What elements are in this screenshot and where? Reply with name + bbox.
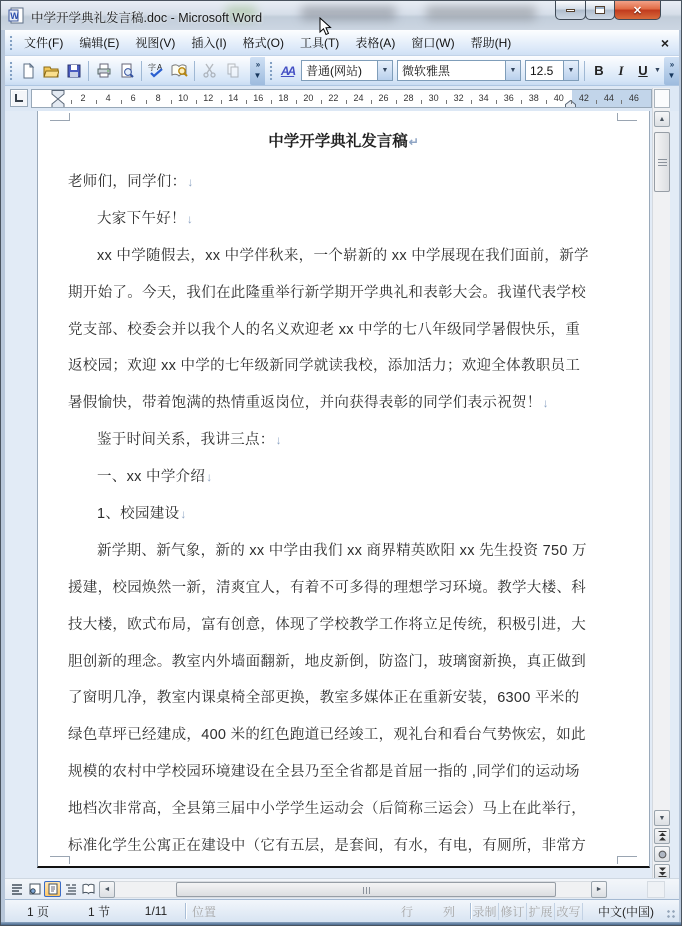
document-line: 技大楼，欧式布局，富有创意，体现了学校教学工作将立足传统，积极引进，大 xyxy=(68,616,586,633)
ruler-number: 24 xyxy=(353,93,364,103)
toolbar-options-button[interactable]: » ▼ xyxy=(664,57,679,85)
document-line: 绿色草坪已经建成，400 米的红色跑道已经竣工，观礼台和看台气势恢宏，如此 xyxy=(68,727,586,744)
mode-toggle[interactable]: 扩展 xyxy=(527,903,555,920)
document-line: 规模的农村中学校园环境建设在全县乃至全省都是首屈一指的 ,同学们的运动场 xyxy=(68,764,580,781)
mode-toggle[interactable]: 录制 xyxy=(471,903,499,920)
document-line: 1、校园建设↓ xyxy=(97,506,187,523)
ruler-tick xyxy=(446,100,447,104)
tab-stop-icon xyxy=(15,94,23,102)
chevron-down-icon[interactable]: ▼ xyxy=(563,61,578,80)
document-line: 大家下午好！↓ xyxy=(97,210,194,227)
ruler-row xyxy=(5,86,679,111)
ruler-number: 4 xyxy=(105,93,111,103)
print-preview-icon xyxy=(119,63,135,79)
ruler-tick xyxy=(271,100,272,104)
print-layout-view-button[interactable] xyxy=(44,881,61,897)
ruler-number: 26 xyxy=(378,93,389,103)
page-count-indicator: 1/11 xyxy=(144,904,168,918)
styles-icon: AA xyxy=(280,63,295,78)
copy-button[interactable] xyxy=(221,59,244,83)
document-page[interactable] xyxy=(37,111,650,868)
document-area xyxy=(5,111,679,878)
document-line: 标准化学生公寓正在建设中（它有五层，是套间，有水，有电，有厕所，非常方 xyxy=(68,838,586,855)
close-button[interactable] xyxy=(614,1,661,20)
ruler-tick xyxy=(471,100,472,104)
ruler-tick xyxy=(421,100,422,104)
ruler-tick xyxy=(496,100,497,104)
document-line: 了窗明几净，教室内课桌椅全部更换，教室多媒体正在重新安装，6300 平米的 xyxy=(68,690,580,707)
ruler-number: 16 xyxy=(253,93,264,103)
horizontal-scrollbar[interactable] xyxy=(99,881,607,898)
paragraph-mark: ↵ xyxy=(408,135,419,149)
select-browse-object-button[interactable] xyxy=(654,846,670,862)
line-break-mark: ↓ xyxy=(187,175,194,189)
menu-edit[interactable]: 编辑(E) xyxy=(79,36,120,50)
underline-button[interactable]: U xyxy=(638,63,648,78)
ruler-number: 32 xyxy=(453,93,464,103)
indent-markers[interactable] xyxy=(51,90,65,108)
underline-options-icon[interactable]: ▼ xyxy=(654,67,661,74)
page-number-indicator[interactable]: 1 页 xyxy=(26,904,49,919)
scroll-up-button[interactable]: ▲ xyxy=(654,111,670,127)
previous-page-button[interactable] xyxy=(654,828,670,844)
mode-toggles xyxy=(471,903,583,920)
ruler-number: 38 xyxy=(528,93,539,103)
glass-smudge xyxy=(426,6,536,20)
print-layout-view-icon xyxy=(47,883,59,895)
tab-selector-button[interactable] xyxy=(10,89,28,107)
ruler-tick xyxy=(171,100,172,104)
ruler-number: 44 xyxy=(603,93,614,103)
maximize-icon xyxy=(595,6,605,14)
print-button[interactable] xyxy=(92,59,115,83)
document-line: 老师们，同学们：↓ xyxy=(68,174,194,190)
italic-button[interactable]: I xyxy=(618,62,624,78)
thumb-grip-icon xyxy=(366,887,367,894)
double-down-arrow-icon xyxy=(658,867,667,877)
ruler-number: 46 xyxy=(628,93,639,103)
new-document-button[interactable] xyxy=(16,59,39,83)
horizontal-scroll-row xyxy=(5,878,679,899)
save-button[interactable] xyxy=(62,59,85,83)
cut-icon xyxy=(202,63,217,78)
column-indicator: 列 xyxy=(442,904,455,919)
mode-toggle[interactable]: 修订 xyxy=(499,903,527,920)
margin-crop-mark xyxy=(617,113,637,121)
word-document-icon[interactable] xyxy=(8,7,25,24)
ruler-tick xyxy=(146,100,147,104)
svg-text:W: W xyxy=(10,10,19,21)
menu-file[interactable]: 文件(F) xyxy=(24,36,64,50)
menu-help[interactable]: 帮助(H) xyxy=(470,36,512,50)
line-break-mark: ↓ xyxy=(180,507,187,522)
ruler-tick xyxy=(346,100,347,104)
ruler-number: 36 xyxy=(503,93,514,103)
document-line: 暑假愉快，带着饱满的热情重返岗位，并向获得表彰的同学们表示祝贺！↓ xyxy=(68,395,549,412)
ruler-tick xyxy=(371,100,372,104)
document-line: 期开始了。今天，我们在此隆重举行新学期开学典礼和表彰大会。我谨代表学校 xyxy=(68,284,586,301)
print-preview-button[interactable] xyxy=(115,59,138,83)
document-line: 地档次非常高，全县第三届中小学学生运动会（后简称三运会）马上在此举行， xyxy=(68,801,586,818)
ruler-tick xyxy=(621,100,622,104)
normal-view-button[interactable] xyxy=(8,881,25,897)
margin-crop-mark xyxy=(50,856,70,864)
browse-object-icon xyxy=(658,850,667,859)
save-icon xyxy=(66,63,82,79)
toolbar-separator xyxy=(194,61,195,81)
margin-crop-mark xyxy=(50,113,70,121)
line-break-mark: ↓ xyxy=(542,396,549,411)
ruler-tick xyxy=(396,100,397,104)
ruler-number: 30 xyxy=(428,93,439,103)
document-line: 新学期、新气象，新的 xx 中学由我们 xx 商界精英欧阳 xx 先生投资 750 万 xyxy=(97,542,587,559)
font-size-value: 12.5 xyxy=(530,63,554,78)
ruler-tick xyxy=(121,100,122,104)
ruler-tick xyxy=(221,100,222,104)
print-icon xyxy=(96,63,112,79)
reading-layout-view-button[interactable] xyxy=(80,881,97,897)
new-document-icon xyxy=(20,63,36,79)
research-button[interactable] xyxy=(168,59,191,83)
bold-button[interactable]: B xyxy=(594,63,604,78)
toolbar-separator xyxy=(141,61,142,81)
ruler-number: 40 xyxy=(553,93,564,103)
copy-icon xyxy=(225,63,241,79)
scrollbar-corner xyxy=(647,881,665,898)
ruler-number: 20 xyxy=(303,93,314,103)
svg-text:A: A xyxy=(157,63,163,72)
split-handle[interactable] xyxy=(654,89,670,108)
title-bar[interactable] xyxy=(1,1,681,30)
scroll-right-button[interactable]: ► xyxy=(591,881,607,898)
menu-bar xyxy=(5,30,679,56)
document-title: 中学开学典礼发言稿↵ xyxy=(268,133,419,150)
horizontal-ruler xyxy=(31,89,652,108)
menu-items xyxy=(16,30,519,55)
line-break-mark: ↓ xyxy=(186,211,194,226)
status-bar xyxy=(5,899,679,922)
glass-smudge xyxy=(301,6,396,20)
document-line: 援建，校园焕然一新，清爽宜人，有着不可多得的理想学习环境。教学大楼、科 xyxy=(68,579,586,596)
menu-view[interactable]: 视图(V) xyxy=(135,36,176,50)
document-body xyxy=(38,164,649,865)
standard-toolbar xyxy=(5,56,265,85)
line-indicator: 行 xyxy=(400,904,413,919)
double-up-arrow-icon xyxy=(658,831,667,841)
toolbar-grip-icon[interactable] xyxy=(268,60,273,80)
menu-insert[interactable]: 插入(I) xyxy=(191,36,227,50)
language-indicator[interactable]: 中文(中国) xyxy=(598,904,654,919)
reading-layout-view-icon xyxy=(82,883,95,895)
document-line: 鉴于时间关系，我讲三点：↓ xyxy=(97,432,282,449)
vertical-scrollbar[interactable] xyxy=(652,88,670,878)
font-size-combobox[interactable] xyxy=(525,60,579,81)
ruler-number: 42 xyxy=(578,93,589,103)
window-frame-bottom xyxy=(1,922,681,926)
outline-view-icon xyxy=(65,883,77,895)
toolbar-grip-icon[interactable] xyxy=(8,34,13,52)
menu-format[interactable]: 格式(O) xyxy=(242,36,284,50)
view-buttons xyxy=(8,881,97,897)
toolbar-row xyxy=(5,56,679,86)
document-line: 胆创新的理念。教室内外墙面翻新，地皮新倒，防盗门，玻璃窗新换，真正做到 xyxy=(68,653,586,670)
ruler-number: 22 xyxy=(328,93,339,103)
margin-crop-mark xyxy=(617,856,637,864)
horizontal-scroll-track[interactable] xyxy=(115,881,591,898)
style-combobox[interactable] xyxy=(301,60,393,81)
toolbar-separator xyxy=(88,61,89,81)
document-line: 党支部、校委会并以我个人的名义欢迎老 xx 中学的七八年级同学暑假快乐，重 xyxy=(68,321,581,338)
outline-view-button[interactable] xyxy=(62,881,79,897)
toolbar-separator xyxy=(584,61,585,81)
font-value: 微软雅黑 xyxy=(402,64,451,78)
spelling-icon xyxy=(148,62,165,79)
mouse-cursor xyxy=(319,17,333,37)
minimize-button[interactable] xyxy=(555,1,586,20)
menu-window[interactable]: 窗口(W) xyxy=(411,36,455,50)
window-title: 中学开学典礼发言稿.doc - Microsoft Word xyxy=(31,11,263,25)
close-icon: ✕ xyxy=(632,4,643,17)
ruler-tick xyxy=(246,100,247,104)
ruler-number: 14 xyxy=(228,93,239,103)
ruler-tick xyxy=(71,100,72,104)
thumb-grip-icon xyxy=(658,159,667,160)
formatting-toolbar xyxy=(265,56,679,85)
svg-text:字: 字 xyxy=(148,63,156,72)
resize-grip-icon[interactable] xyxy=(666,909,676,919)
ruler-number: 18 xyxy=(278,93,289,103)
ruler-tick xyxy=(196,100,197,104)
line-break-mark: ↓ xyxy=(206,470,213,485)
ruler-tick xyxy=(571,100,572,104)
close-document-button[interactable]: × xyxy=(660,34,669,51)
ruler-tick xyxy=(296,100,297,104)
research-icon xyxy=(171,62,188,79)
vertical-scroll-thumb[interactable] xyxy=(654,132,670,192)
ruler-number: 8 xyxy=(155,93,161,103)
scroll-left-button[interactable]: ◄ xyxy=(99,881,115,898)
ruler-number: 12 xyxy=(203,93,214,103)
minimize-icon xyxy=(566,9,575,12)
ruler-tick xyxy=(596,100,597,104)
chevron-down-icon[interactable]: ▼ xyxy=(505,61,520,80)
ruler-tick xyxy=(321,100,322,104)
ruler-number: 2 xyxy=(80,93,86,103)
toolbar-options-button[interactable]: » ▼ xyxy=(250,57,265,85)
web-layout-view-button[interactable] xyxy=(26,881,43,897)
ruler-tick xyxy=(96,100,97,104)
toolbar-grip-icon[interactable] xyxy=(8,60,13,80)
chevron-down-icon[interactable]: ▼ xyxy=(377,61,392,80)
line-break-mark: ↓ xyxy=(275,433,282,448)
menu-table[interactable]: 表格(A) xyxy=(355,36,396,50)
normal-view-icon xyxy=(11,883,23,895)
open-button[interactable] xyxy=(39,59,62,83)
ruler-tick xyxy=(521,100,522,104)
document-line: 返校园；欢迎 xx 中学的七年级新同学就读我校，添加活力；欢迎全体教职员工 xyxy=(68,358,581,375)
ruler-number: 28 xyxy=(403,93,414,103)
ruler-number: 34 xyxy=(478,93,489,103)
menu-tools[interactable]: 工具(T) xyxy=(299,36,340,50)
maximize-button[interactable] xyxy=(585,1,615,20)
position-indicator: 位置 xyxy=(192,904,217,919)
font-combobox[interactable] xyxy=(397,60,521,81)
document-line: xx 中学随假去，xx 中学伴秋来，一个崭新的 xx 中学展现在我们面前，新学 xyxy=(97,247,589,264)
horizontal-scroll-thumb[interactable] xyxy=(176,882,556,897)
mode-toggle[interactable]: 改写 xyxy=(555,903,583,920)
open-icon xyxy=(43,63,59,79)
cut-button[interactable] xyxy=(198,59,221,83)
web-layout-view-icon xyxy=(29,883,41,895)
ruler-number: 10 xyxy=(178,93,189,103)
styles-and-formatting-button[interactable] xyxy=(276,59,299,83)
ruler-number: 6 xyxy=(130,93,136,103)
style-value: 普通(网站) xyxy=(306,64,362,78)
section-indicator: 1 节 xyxy=(87,904,110,919)
scroll-down-button[interactable]: ▼ xyxy=(654,810,670,826)
spelling-grammar-button[interactable] xyxy=(145,59,168,83)
document-line: 一、xx 中学介绍↓ xyxy=(97,469,213,486)
ruler-tick xyxy=(546,100,547,104)
